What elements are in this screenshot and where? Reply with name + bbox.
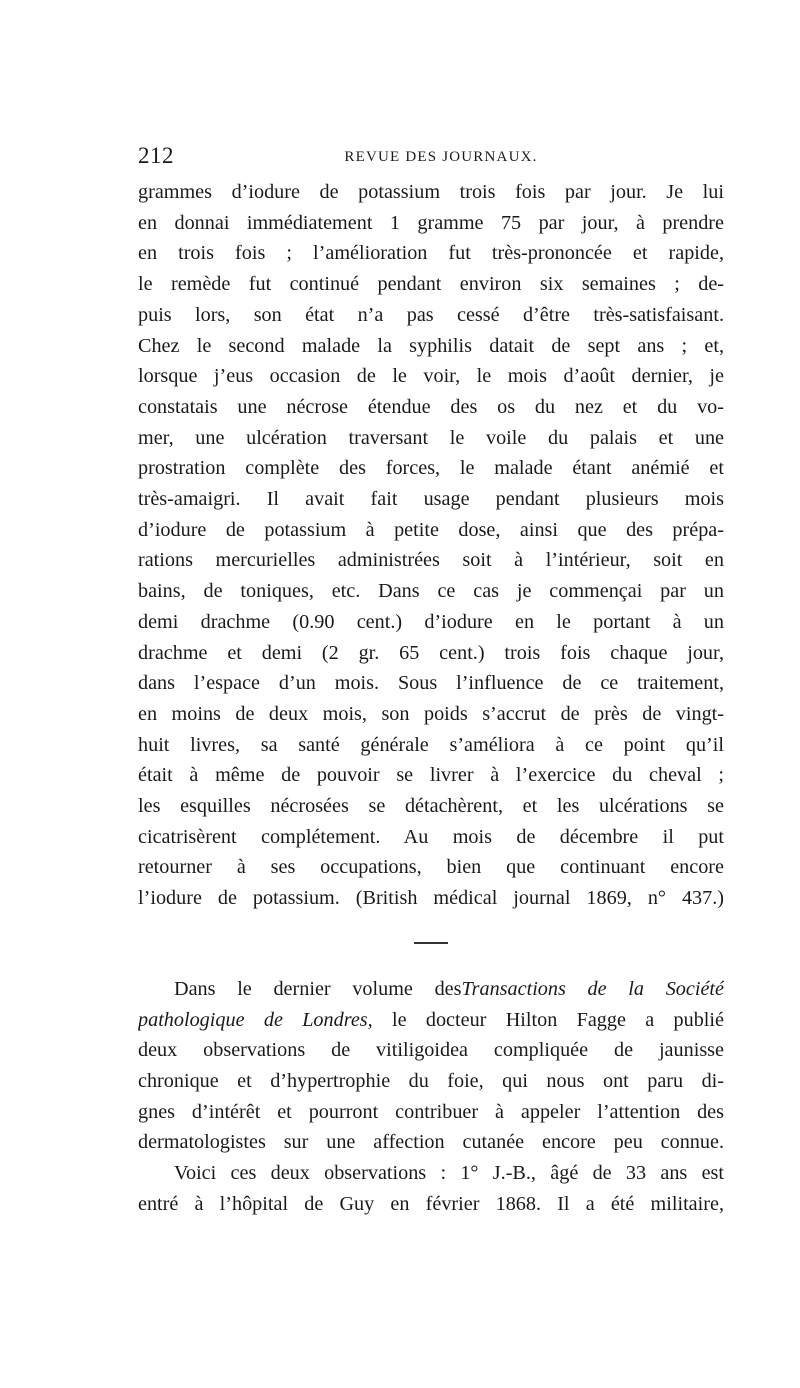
text-run: Dans le dernier volume des	[174, 977, 462, 1000]
section-separator	[414, 942, 448, 944]
journal-title-italic: pathologique de Londres,	[138, 1008, 373, 1031]
text-line: les esquilles nécrosées se détachèrent, et les ulcérations se	[138, 795, 724, 818]
page-header	[138, 143, 724, 177]
text-line: constatais une nécrose étendue des os du nez et du vo-	[138, 395, 724, 418]
text-line: mer, une ulcération traversant le voile du palais et une	[138, 426, 724, 449]
text-line: dans l’espace d’un mois. Sous l’influence de ce traitement,	[138, 672, 724, 695]
text-line	[138, 1005, 724, 1036]
text-line: rations mercurielles administrées soit à l’intérieur, soit en	[138, 549, 724, 572]
text-line: entré à l’hôpital de Guy en février 1868. Il a été militaire,	[138, 1192, 724, 1215]
text-line: retourner à ses occupations, bien que continuant encore	[138, 856, 724, 879]
book-page	[138, 143, 724, 1220]
text-line: en trois fois ; l’amélioration fut très-prononcée et rapide,	[138, 242, 724, 265]
text-line: demi drachme (0.90 cent.) d’iodure en le portant à un	[138, 610, 724, 633]
paragraph-1	[138, 177, 724, 914]
paragraph-3	[138, 1158, 724, 1219]
text-line: l’iodure de potassium. (British médical journal 1869, n° 437.)	[138, 887, 724, 910]
text-line: d’iodure de potassium à petite dose, ainsi que des prépa-	[138, 518, 724, 541]
text-line: Voici ces deux observations : 1° J.-B., âgé de 33 ans est	[174, 1162, 724, 1185]
page-number: 212	[138, 143, 174, 168]
text-line: le remède fut continué pendant environ six semaines ; de-	[138, 273, 724, 296]
text-line: drachme et demi (2 gr. 65 cent.) trois fois chaque jour,	[138, 641, 724, 664]
text-line: huit livres, sa santé générale s’améliora à ce point qu’il	[138, 733, 724, 756]
text-line: puis lors, son état n’a pas cessé d’être très-satisfaisant.	[138, 303, 724, 326]
text-line: en donnai immédiatement 1 gramme 75 par jour, à prendre	[138, 211, 724, 234]
paragraph-2	[138, 974, 724, 1158]
text-line: dermatologistes sur une affection cutanée encore peu connue.	[138, 1131, 724, 1154]
text-line	[138, 974, 724, 1005]
text-line: bains, de toniques, etc. Dans ce cas je commençai par un	[138, 580, 724, 603]
text-line: chronique et d’hypertrophie du foie, qui nous ont paru di-	[138, 1069, 724, 1092]
text-line: grammes d’iodure de potassium trois fois par jour. Je lui	[138, 181, 724, 203]
text-line: cicatrisèrent complétement. Au mois de décembre il put	[138, 825, 724, 848]
running-title: REVUE DES JOURNAUX.	[344, 149, 538, 165]
text-line: très-amaigri. Il avait fait usage pendant plusieurs mois	[138, 488, 724, 511]
text-line: lorsque j’eus occasion de le voir, le mois d’août dernier, je	[138, 365, 724, 388]
text-line: était à même de pouvoir se livrer à l’exercice du cheval ;	[138, 764, 724, 787]
text-line: prostration complète des forces, le malade étant anémié et	[138, 457, 724, 480]
text-line: en moins de deux mois, son poids s’accrut de près de vingt-	[138, 702, 724, 725]
text-line: gnes d’intérêt et pourront contribuer à appeler l’attention des	[138, 1100, 724, 1123]
journal-title-italic: Transactions de la Société	[461, 977, 724, 1000]
body-text	[138, 177, 724, 1220]
text-run: le docteur Hilton Fagge a publié	[372, 1008, 724, 1031]
text-line: Chez le second malade la syphilis datait de sept ans ; et,	[138, 334, 724, 357]
text-line: deux observations de vitiligoidea compliquée de jaunisse	[138, 1039, 724, 1062]
